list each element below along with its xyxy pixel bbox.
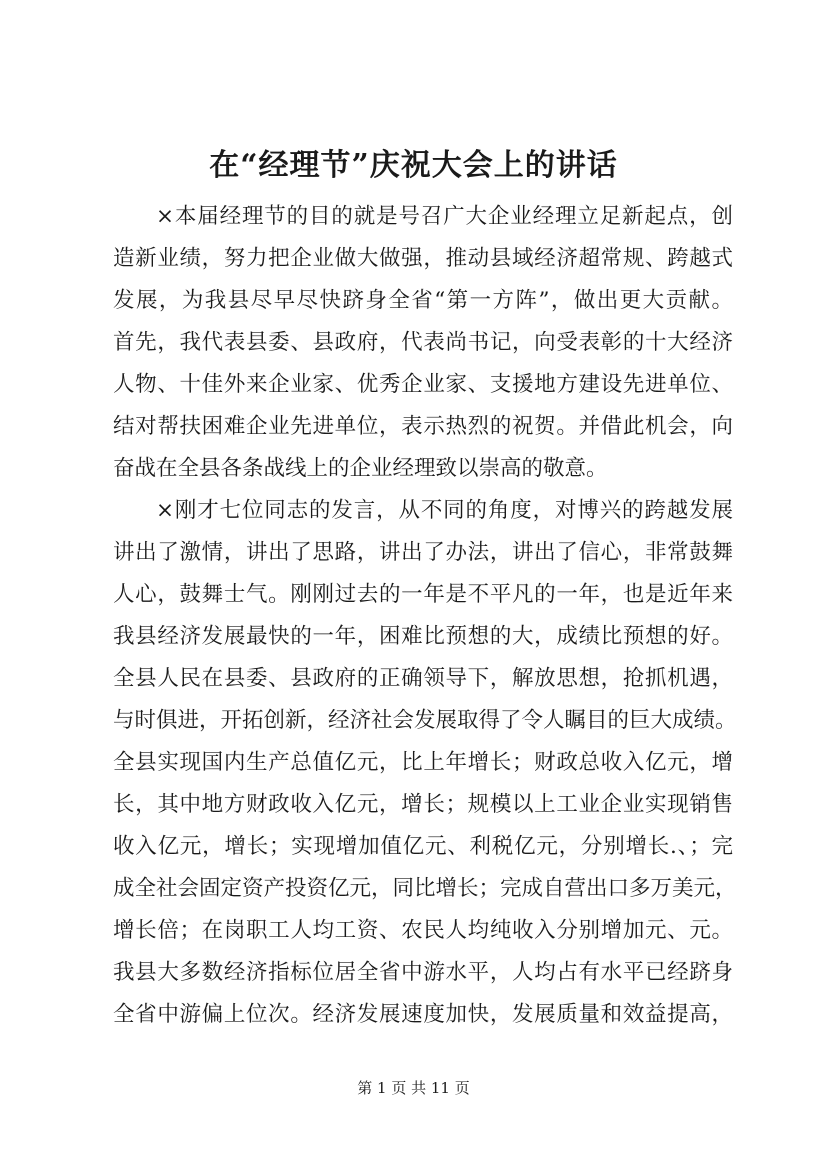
paragraph-line: 人物、十佳外来企业家、优秀企业家、支援地方建设先进单位、 (113, 372, 733, 397)
paragraph-line: 全县实现国内生产总值亿元，比上年增长；财政总收入亿元，增 (113, 750, 733, 775)
page-number-footer: 第 1 页 共 11 页 (357, 1079, 470, 1097)
paragraph-line: 发展，为我县尽早尽快跻身全省“第一方阵”，做出更大贡献。 (113, 288, 733, 313)
paragraph-line: 我县大多数经济指标位居全省中游水平，人均占有水平已经跻身 (113, 960, 733, 985)
paragraph-line: 奋战在全县各条战线上的企业经理致以崇高的敬意。 (113, 456, 608, 481)
paragraph-line: 成全社会固定资产投资亿元，同比增长；完成自营出口多万美元， (113, 876, 737, 901)
paragraph-line: 长，其中地方财政收入亿元，增长；规模以上工业企业实现销售 (113, 792, 733, 817)
paragraph-line: 增长倍；在岗职工人均工资、农民人均纯收入分别增加元、元。 (113, 918, 733, 943)
paragraph-line: 收入亿元，增长；实现增加值亿元、利税亿元，分别增长.、；完 (113, 834, 733, 859)
paragraph-line: 首先，我代表县委、县政府，代表尚书记，向受表彰的十大经济 (113, 330, 733, 355)
paragraph-line: 讲出了激情，讲出了思路，讲出了办法，讲出了信心，非常鼓舞 (113, 540, 733, 565)
paragraph-line: ×刚才七位同志的发言，从不同的角度，对博兴的跨越发展 (156, 498, 733, 523)
document-body (113, 196, 737, 1036)
paragraph-line: 结对帮扶困难企业先进单位，表示热烈的祝贺。并借此机会，向 (113, 414, 733, 439)
paragraph-line: 与时俱进，开拓创新，经济社会发展取得了令人瞩目的巨大成绩。 (113, 708, 737, 733)
paragraph-line: 全省中游偏上位次。经济发展速度加快，发展质量和效益提高， (113, 1002, 733, 1027)
paragraph-line: 人心，鼓舞士气。刚刚过去的一年是不平凡的一年，也是近年来 (113, 582, 733, 607)
paragraph-line: 我县经济发展最快的一年，困难比预想的大，成绩比预想的好。 (113, 624, 733, 649)
paragraph-line: 造新业绩，努力把企业做大做强，推动县域经济超常规、跨越式 (113, 246, 733, 271)
paragraph-1 (113, 196, 733, 490)
document-title: 在“经理节”庆祝大会上的讲话 (209, 148, 618, 183)
paragraph-line: ×本届经理节的目的就是号召广大企业经理立足新起点，创 (156, 204, 733, 229)
paragraph-2 (113, 490, 737, 1036)
paragraph-line: 全县人民在县委、县政府的正确领导下，解放思想，抢抓机遇， (113, 666, 733, 691)
